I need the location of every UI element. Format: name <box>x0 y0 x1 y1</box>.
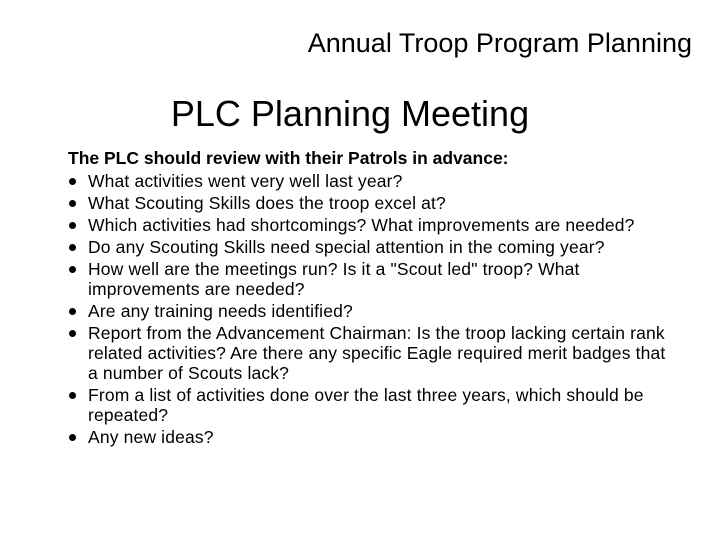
list-item <box>68 171 668 191</box>
bullet-dot-icon <box>69 200 76 207</box>
list-item <box>68 259 668 299</box>
list-item-text: Which activities had shortcomings? What improvements are needed? <box>88 215 635 235</box>
list-item-text: From a list of activities done over the last three years, which should be repeated? <box>88 385 644 425</box>
list-item <box>68 193 668 213</box>
slide-title: PLC Planning Meeting <box>170 93 530 134</box>
list-item-text: Any new ideas? <box>88 427 214 447</box>
list-item <box>68 427 668 447</box>
bullet-dot-icon <box>69 330 76 337</box>
bullet-dot-icon <box>69 308 76 315</box>
list-item-text: What activities went very well last year? <box>88 171 403 191</box>
list-item <box>68 301 668 321</box>
list-item <box>68 237 668 257</box>
list-item-text: Do any Scouting Skills need special attention in the coming year? <box>88 237 605 257</box>
list-item <box>68 215 668 235</box>
list-item <box>68 385 668 425</box>
bullet-dot-icon <box>69 392 76 399</box>
bullet-dot-icon <box>69 266 76 273</box>
slide-body <box>68 148 668 449</box>
list-item <box>68 323 668 383</box>
slide-header: Annual Troop Program Planning <box>307 28 692 58</box>
list-item-text: How well are the meetings run? Is it a "Scout led" troop? What improvements are needed? <box>88 259 580 299</box>
list-item-text: What Scouting Skills does the troop excel at? <box>88 193 446 213</box>
bullet-dot-icon <box>69 244 76 251</box>
bullet-dot-icon <box>69 178 76 185</box>
bullet-list <box>68 171 668 447</box>
bullet-dot-icon <box>69 434 76 441</box>
list-item-text: Report from the Advancement Chairman: Is the troop lacking certain rank related activities? Are there any specific Eagle required merit badges that a number of Scouts lack? <box>88 323 666 383</box>
list-item-text: Are any training needs identified? <box>88 301 353 321</box>
bullet-dot-icon <box>69 222 76 229</box>
intro-text: The PLC should review with their Patrols in advance: <box>68 148 509 168</box>
